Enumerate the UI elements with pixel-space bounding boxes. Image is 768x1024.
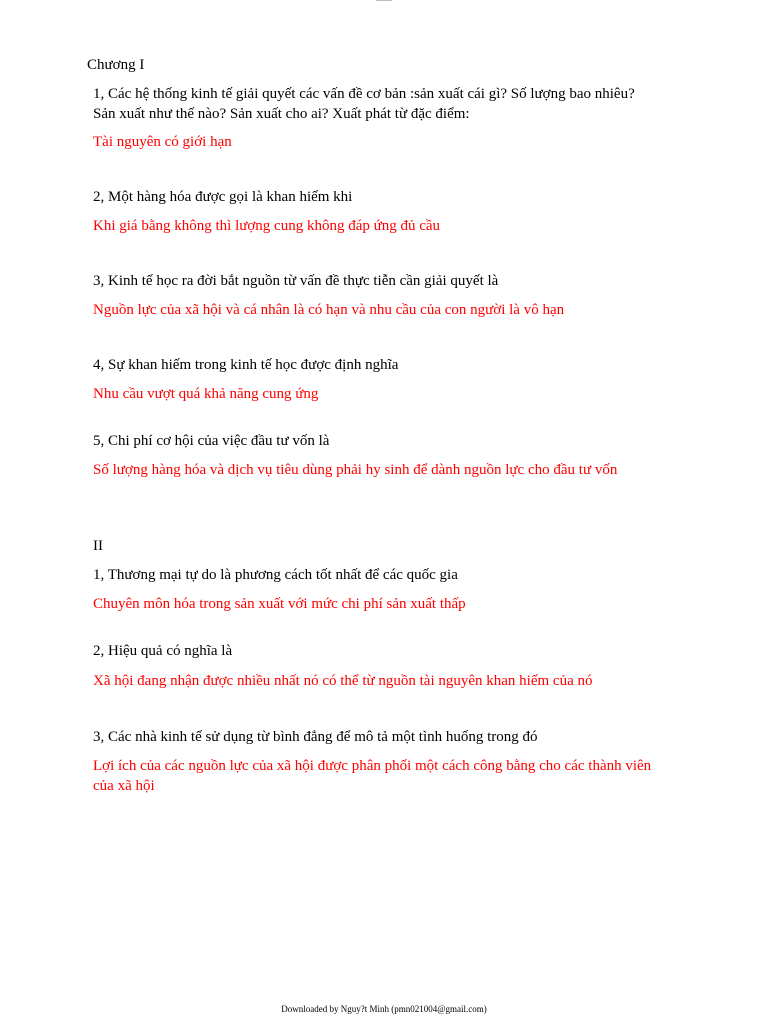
chapter-1-question-5: 5, Chi phí cơ hội của việc đầu tư vốn là [93,433,330,449]
download-footer: Downloaded by Nguy?t Minh (pmn021004@gmail.com) [281,1004,487,1014]
chapter-1-question-3: 3, Kinh tế học ra đời bắt nguồn từ vấn đề thực tiễn cần giải quyết là [93,273,499,289]
chapter-2-answer-2: Xã hội đang nhận được nhiều nhất nó có thể từ nguồn tài nguyên khan hiếm của nó [93,673,593,689]
chapter-1-answer-4: Nhu cầu vượt quá khả năng cung ứng [93,386,319,402]
chapter-1-question-4: 4, Sự khan hiếm trong kinh tế học được định nghĩa [93,357,399,373]
page-top-divider [376,0,392,1]
chapter-2-answer-3: Lợi ích của các nguồn lực của xã hội được phân phối một cách công bằng cho các thành viên của xã hội [93,758,652,794]
chapter-2-question-2: 2, Hiệu quả có nghĩa là [93,643,233,659]
chapter-1-answer-3: Nguồn lực của xã hội và cá nhân là có hạn và nhu cầu của con người là vô hạn [93,302,565,318]
chapter-2-heading: II [93,538,103,554]
chapter-1-question-2: 2, Một hàng hóa được gọi là khan hiếm khi [93,189,353,205]
chapter-1-heading: Chương I [87,57,145,73]
chapter-2-answer-1: Chuyên môn hóa trong sản xuất với mức chi phí sản xuất thấp [93,596,466,612]
chapter-1-answer-5: Số lượng hàng hóa và dịch vụ tiêu dùng phải hy sinh để dành nguồn lực cho đầu tư vốn [93,462,618,478]
chapter-2-question-3: 3, Các nhà kinh tế sử dụng từ bình đẳng để mô tả một tình huống trong đó [93,729,538,745]
chapter-1-question-1: 1, Các hệ thống kinh tế giải quyết các vấn đề cơ bản :sản xuất cái gì? Số lượng bao nhiêu? Sản xuất như thế nào? Sản xuất cho ai? Xuất phát từ đặc điểm: [93,86,635,122]
chapter-1-answer-2: Khi giá bằng không thì lượng cung không đáp ứng đủ cầu [93,218,441,234]
chapter-2-question-1: 1, Thương mại tự do là phương cách tốt nhất để các quốc gia [93,567,458,583]
chapter-1-answer-1: Tài nguyên có giới hạn [93,134,232,150]
